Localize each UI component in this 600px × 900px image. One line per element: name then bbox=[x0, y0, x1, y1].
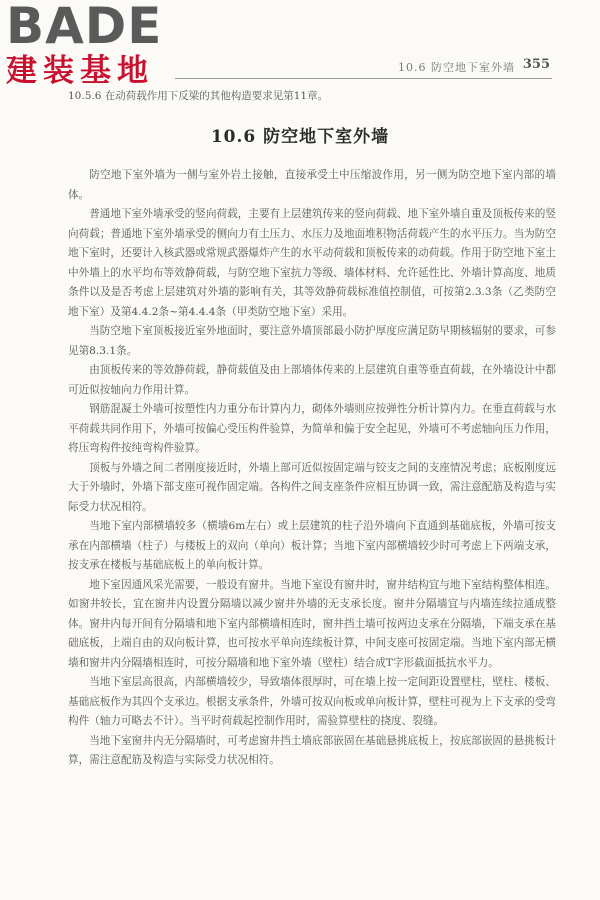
section-body bbox=[68, 166, 556, 771]
paragraph: 地下室因通风采光需要，一般设有窗井。当地下室设有窗井时，窗井结构宜与地下室结构整体相连。如窗井较长，宜在窗井内设置分隔墙以减少窗井外墙的无支承长度。窗井分隔墙宜与内墙连续拉通成整体。窗井内每开间有分隔墙和地下室内部横墙相连时，窗井挡土墙可按两边支承在分隔墙，下端支承在基础底板，上端自由的双向板计算，也可按水平单向连续板计算，中间支座可按固定端。当地下室内部无横墙和窗井内分隔墙相连时，可按分隔墙和地下室外墙（壁柱）结合成T字形截面抵抗水平力。 bbox=[68, 578, 556, 669]
carry-over-clause: 10.5.6 在动荷载作用下反梁的其他构造要求见第11章。 bbox=[68, 90, 329, 102]
logo-wordmark: BADE bbox=[6, 0, 163, 55]
site-logo bbox=[6, 0, 176, 88]
paragraph: 当地下室内部横墙较多（横墙6m左右）或上层建筑的柱子沿外墙向下直通到基础底板，外墙可按支承在内部横墙（柱子）与楼板上的双向（单向）板计算；当地下室内部横墙较少时可考虑上下两端支承，按支承在楼板与基础底板上的单向板计算。 bbox=[68, 520, 556, 571]
paragraph: 顶板与外墙之间二者刚度接近时，外墙上部可近似按固定端与铰支之间的支座情况考虑；底板刚度远大于外墙时，外墙下部支座可视作固定端。各构件之间支座条件应相互协调一致，需注意配筋及构造与实际受力状况相符。 bbox=[68, 461, 556, 513]
paragraph: 普通地下室外墙承受的竖向荷载，主要有上层建筑传来的竖向荷载、地下室外墙自重及顶板传来的竖向荷载；普通地下室外墙承受的侧向力有土压力、水压力及地面堆积物活荷载产生的水平压力。当为防空地下室时，还要计入核武器或常规武器爆炸产生的水平动荷载和顶板传来的动荷载。作用于防空地下室土中外墙上的水平均布等效静荷载，与防空地下室抗力等级、墙体材料、允许延性比、外墙计算高度、地质条件以及是否考虑上层建筑对外墙的影响有关，其等效静荷载标准值控制值，可按第2.3.3条（乙类防空地下室）及第4.4.2条~第4.4.4条（甲类防空地下室）采用。 bbox=[68, 208, 556, 318]
paragraph: 当地下室层高很高，内部横墙较少，导致墙体很厚时，可在墙上按一定间距设置壁柱，壁柱、楼板、基础底板作为其四个支承边。根据支承条件，外墙可按双向板或单向板计算，壁柱可视为上下支承的受弯构件（轴力可略去不计）。当平时荷载起控制作用时，需验算壁柱的挠度、裂缝。 bbox=[68, 676, 556, 727]
page-number: 355 bbox=[522, 57, 550, 72]
logo-chinese-text: 建装基地 bbox=[6, 53, 154, 89]
running-header-section: 10.6 防空地下室外墙 bbox=[398, 61, 515, 74]
paragraph: 当防空地下室顶板接近室外地面时，要注意外墙顶部最小防护厚度应满足防早期核辐射的要求，可参见第8.3.1条。 bbox=[68, 325, 556, 357]
paragraph: 由顶板传来的等效静荷载，静荷载值及由上部墙体传来的上层建筑自重等垂直荷载，在外墙设计中都可近似按轴向力作用计算。 bbox=[68, 364, 556, 396]
paragraph: 当地下室窗井内无分隔墙时，可考虑窗井挡土墙底部嵌固在基础悬挑底板上，按底部嵌固的悬挑板计算，需注意配筋及构造与实际受力状况相符。 bbox=[68, 734, 556, 766]
running-header bbox=[370, 57, 550, 77]
paragraph: 钢筋混凝土外墙可按塑性内力重分布计算内力，砌体外墙则应按弹性分析计算内力。在垂直荷载与水平荷载共同作用下，外墙可按偏心受压构件验算，为简单和偏于安全起见，外墙可不考虑轴向压力作用，将压弯构件按纯弯构件验算。 bbox=[68, 403, 556, 454]
paragraph: 防空地下室外墙为一侧与室外岩土接触，直接承受土中压缩波作用，另一侧为防空地下室内部的墙体。 bbox=[68, 169, 556, 201]
header-rule bbox=[175, 78, 552, 79]
section-title: 10.6 防空地下室外墙 bbox=[210, 127, 390, 147]
